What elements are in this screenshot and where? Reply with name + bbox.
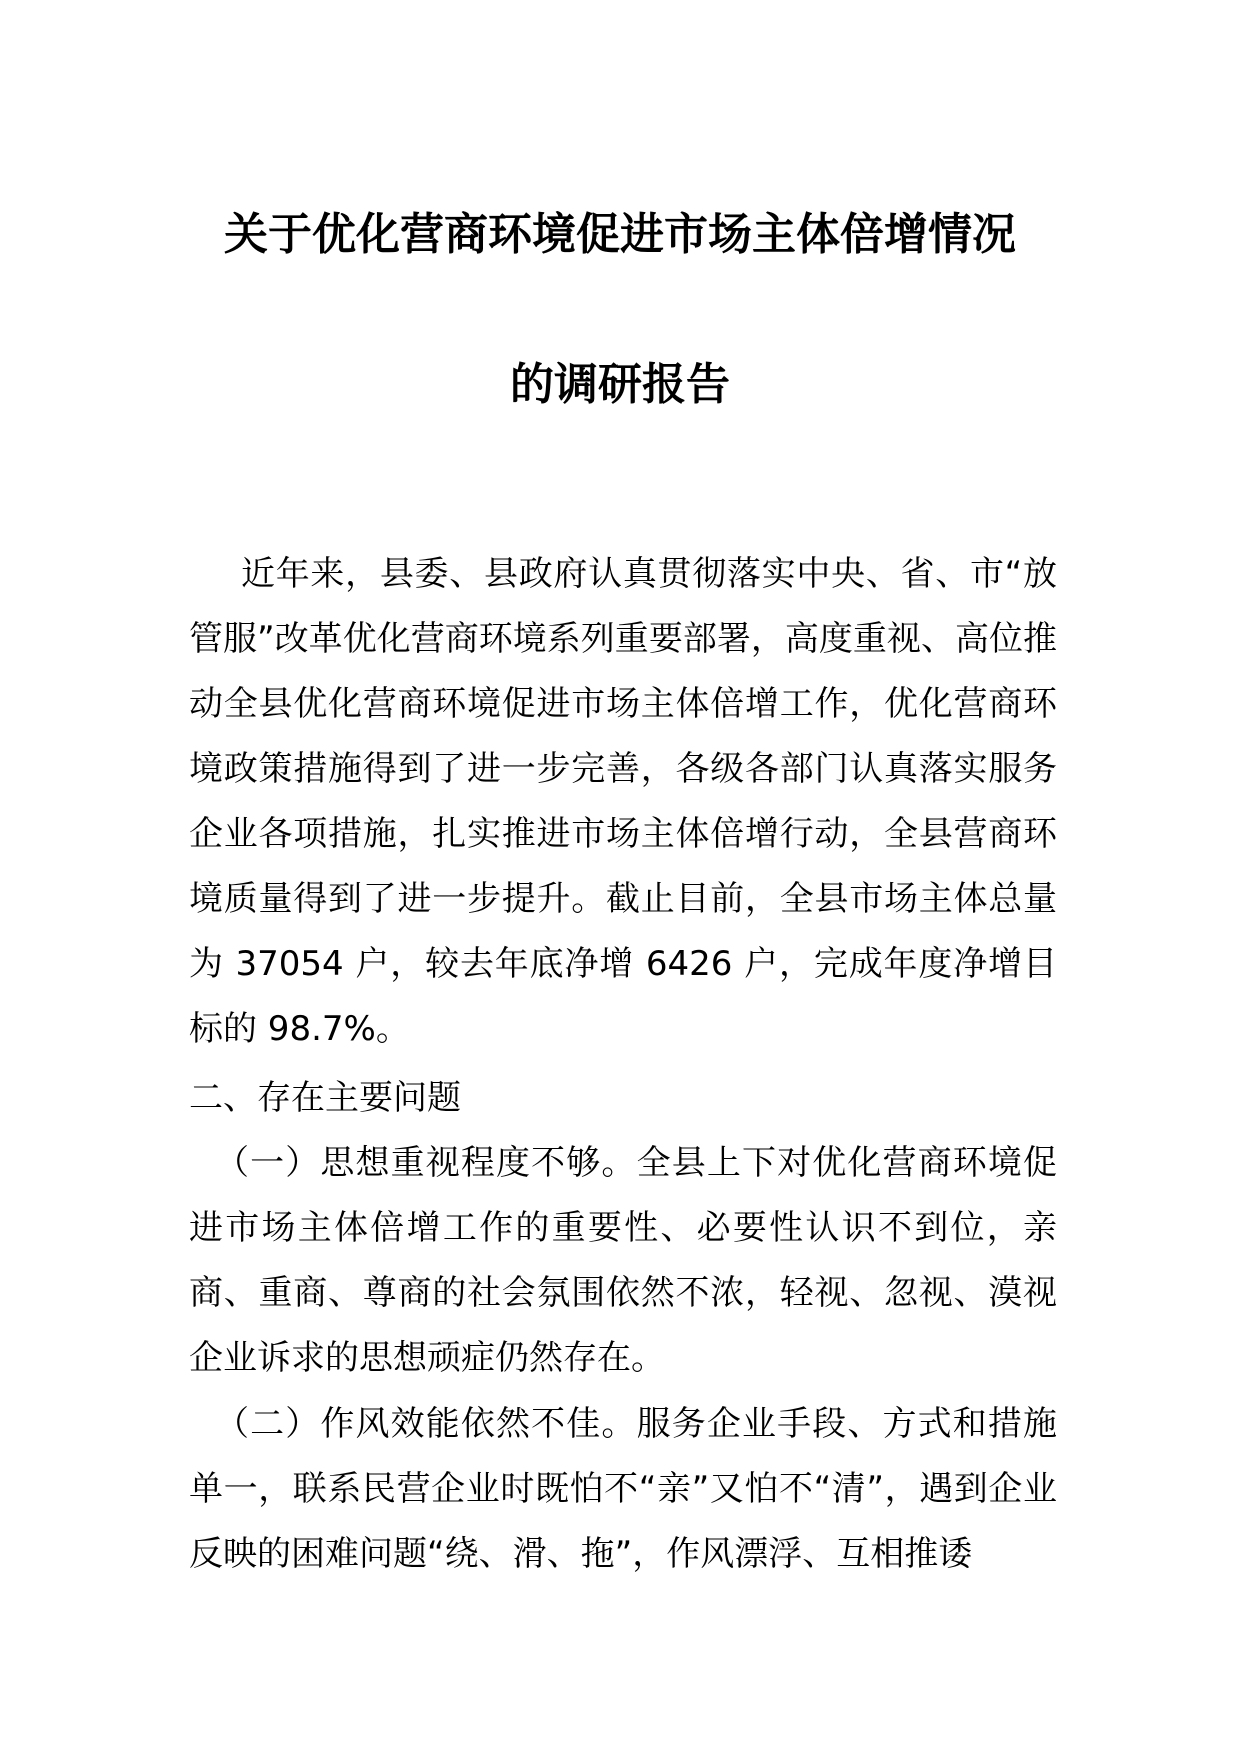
issue-paragraph-1: （一）思想重视程度不够。全县上下对优化营商环境促进市场主体倍增工作的重要性、必要性认识不到位，亲商、重商、尊商的社会氛围依然不浓，轻视、忽视、漠视企业诉求的思想顽症仍然存在。 (189, 1143, 1057, 1378)
document-title-line-1: 关于优化营商环境促进市场主体倍增情况 (224, 209, 1016, 260)
section-heading: 二、存在主要问题 (189, 1078, 461, 1118)
issue-1-block (189, 1131, 1057, 1391)
document-title-line-2: 的调研报告 (510, 359, 730, 410)
intro-paragraph: 近年来，县委、县政府认真贯彻落实中央、省、市“放管服”改革优化营商环境系列重要部署，高度重视、高位推动全县优化营商环境促进市场主体倍增工作，优化营商环境政策措施得到了进一步完善，各级各部门认真落实服务企业各项措施，扎实推进市场主体倍增行动，全县营商环境质量得到了进一步提升。截止目前，全县市场主体总量为 37054 户，较去年底净增 6426 户，完成年度净增目标的 98.7%。 (189, 554, 1057, 1049)
issue-paragraph-2: （二）作风效能依然不佳。服务企业手段、方式和措施单一，联系民营企业时既怕不“亲”又怕不“清”，遇到企业反映的困难问题“绕、滑、拖”，作风漂浮、互相推诿 (189, 1404, 1057, 1574)
issue-2-block (189, 1392, 1057, 1587)
intro-section (189, 542, 1057, 1062)
section-heading-block (189, 1066, 1057, 1131)
